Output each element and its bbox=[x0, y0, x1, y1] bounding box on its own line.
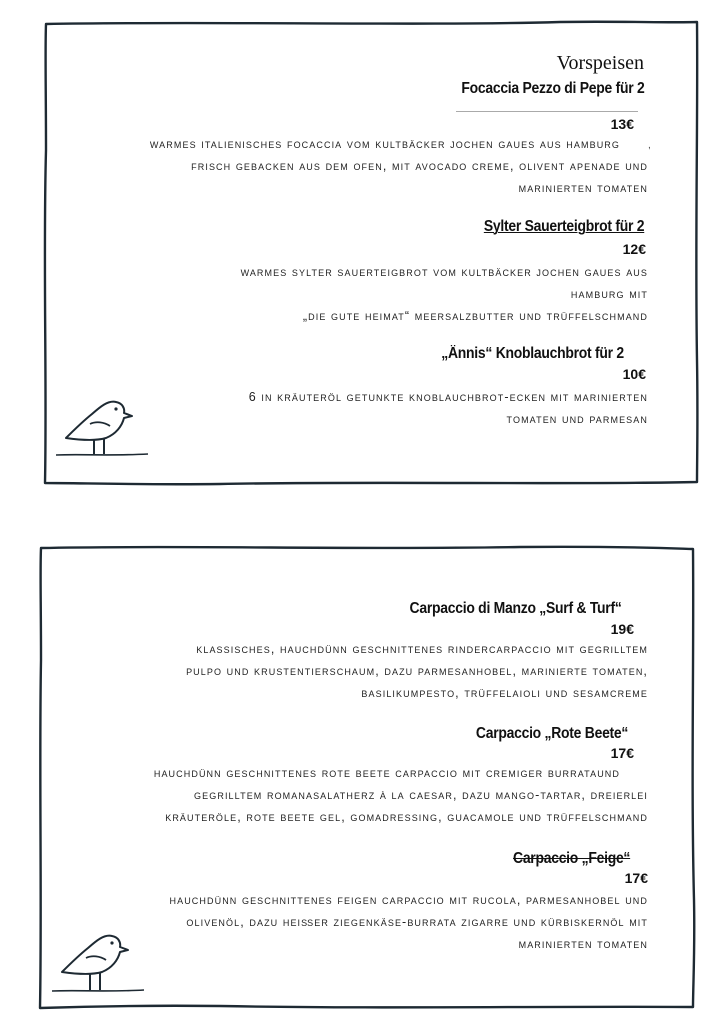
description-line: hauchdünn geschnittenes rote beete carpaccio mit cremiger burrataund bbox=[153, 766, 620, 780]
dish-description bbox=[154, 762, 648, 828]
dish-price: 19€ bbox=[610, 621, 634, 637]
bird-icon bbox=[48, 930, 148, 1000]
description-line: kräuteröle, rote beete gel, gomadressing, guacamole und trüffelschmand bbox=[165, 810, 648, 824]
bird-icon bbox=[52, 396, 152, 466]
dish-name: „Ännis“ Knoblauchbrot für 2 bbox=[441, 345, 624, 362]
menu-card-carpaccio bbox=[0, 520, 724, 1020]
description-line: hamburg mit bbox=[570, 287, 648, 301]
description-line: marinierten tomaten bbox=[518, 181, 648, 195]
dish-description bbox=[186, 638, 648, 704]
dish-price: 17€ bbox=[610, 745, 634, 761]
section-heading: Vorspeisen bbox=[556, 52, 644, 74]
description-line: 6 in kräuteröl getunkte knoblauchbrot-ecken mit marinierten bbox=[248, 390, 648, 404]
description-line: warmes italienisches focaccia vom kultbäcker jochen gaues aus hamburg bbox=[149, 137, 620, 151]
description-line: „die gute heimat“ meersalzbutter und trüffelschmand bbox=[302, 309, 648, 323]
dish-description bbox=[170, 889, 649, 955]
description-line: basilikumpesto, trüffelaioli und sesamcreme bbox=[361, 686, 648, 700]
description-line: warmes sylter sauerteigbrot vom kultbäcker jochen gaues aus bbox=[240, 265, 648, 279]
divider bbox=[456, 111, 638, 112]
dish-name: Carpaccio „Feige“ bbox=[512, 850, 630, 867]
dish-price: 12€ bbox=[622, 241, 646, 257]
description-line: frisch gebacken aus dem ofen, mit avocado creme, olivent apenade und bbox=[191, 159, 648, 173]
dish-name: Sylter Sauerteigbrot für 2 bbox=[483, 218, 644, 235]
dish-price: 17€ bbox=[624, 870, 648, 886]
menu-card-vorspeisen bbox=[0, 0, 724, 500]
description-line: klassisches, hauchdünn geschnittenes rindercarpaccio mit gegrilltem bbox=[196, 642, 648, 656]
description-line: gegrilltem romanasalatherz à la caesar, dazu mango-tartar, dreierlei bbox=[194, 788, 648, 802]
description-line: tomaten und parmesan bbox=[506, 412, 648, 426]
description-line: olivenöl, dazu heißer ziegenkäse-burrata zigarre und kürbiskernöl mit bbox=[186, 915, 648, 929]
description-line: hauchdünn geschnittenes feigen carpaccio mit rucola, parmesanhobel und bbox=[169, 893, 648, 907]
description-line: pulpo und krustentierschaum, dazu parmesanhobel, marinierte tomaten, bbox=[186, 664, 648, 678]
dish-description bbox=[241, 261, 648, 327]
dish-price: 10€ bbox=[622, 366, 646, 382]
description-line: marinierten tomaten bbox=[518, 937, 648, 951]
dish-description bbox=[249, 386, 648, 430]
dish-name: Focaccia Pezzo di Pepe für 2 bbox=[461, 80, 645, 97]
dish-price: 13€ bbox=[610, 116, 634, 132]
dish-name: Carpaccio di Manzo „Surf & Turf“ bbox=[409, 600, 622, 617]
stray-mark: , bbox=[648, 140, 651, 151]
dish-name: Carpaccio „Rote Beete“ bbox=[475, 725, 628, 742]
dish-description bbox=[150, 133, 648, 199]
